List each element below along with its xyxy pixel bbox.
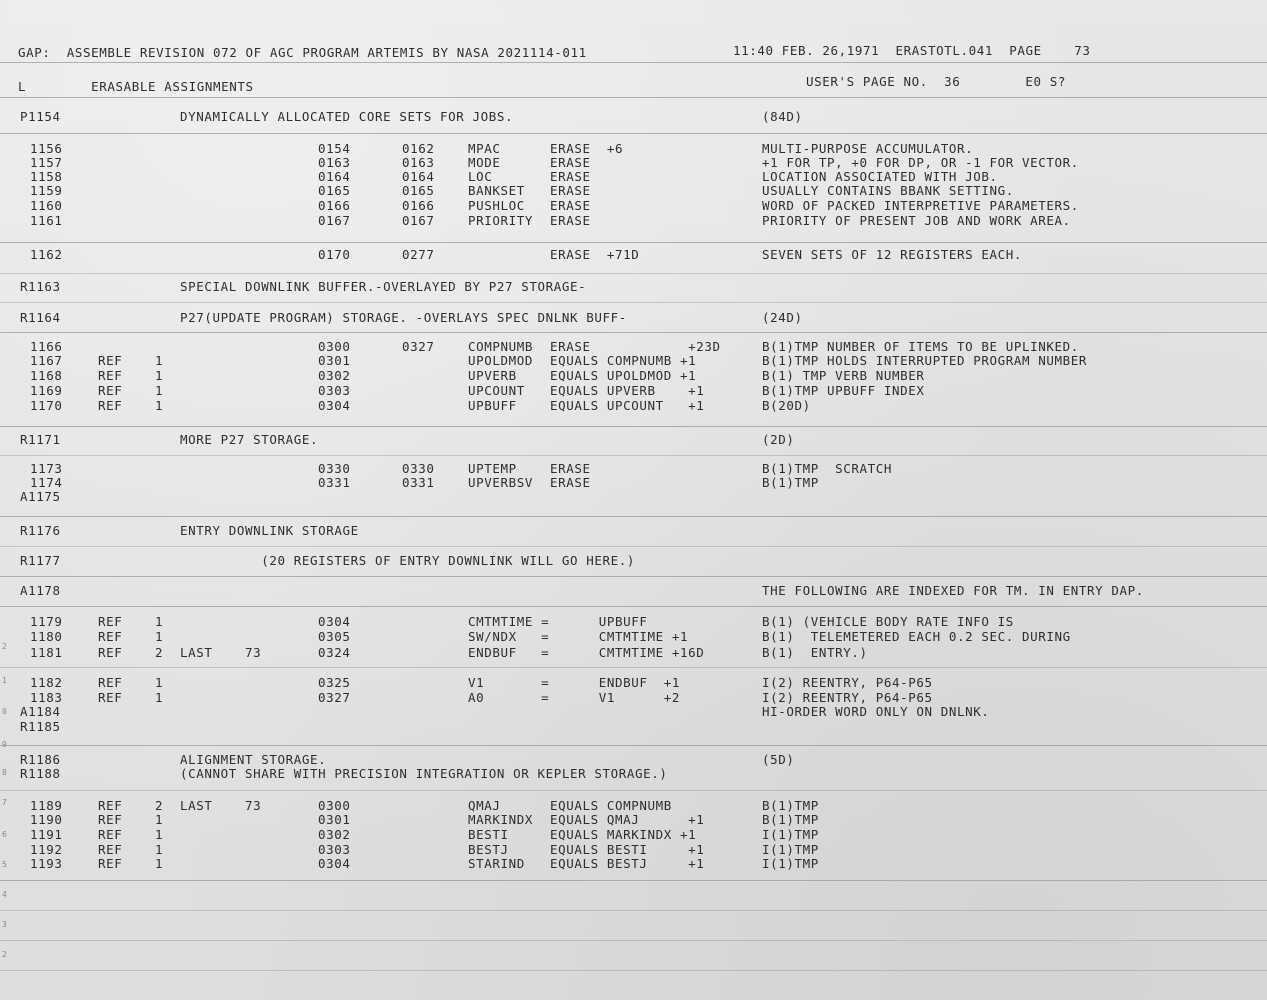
address-end: 0327 bbox=[402, 339, 435, 354]
line-number: 1159 bbox=[30, 183, 63, 198]
address-start: 0166 bbox=[318, 198, 351, 213]
symbol-name: PUSHLOC bbox=[468, 198, 525, 213]
margin-mark: 4 bbox=[2, 890, 8, 899]
address-start: 0164 bbox=[318, 169, 351, 184]
ruled-line bbox=[0, 940, 1267, 941]
address-end: 0165 bbox=[402, 183, 435, 198]
ref-flag: REF bbox=[98, 856, 123, 871]
ref-count: 2 bbox=[155, 798, 164, 813]
remarks: B(1) TMP VERB NUMBER bbox=[762, 368, 925, 383]
ref-flag: REF bbox=[98, 353, 123, 368]
comment-text: LAST 73 bbox=[180, 798, 262, 813]
address-end: 0330 bbox=[402, 461, 435, 476]
line-number: 1157 bbox=[30, 155, 63, 170]
address-start: 0304 bbox=[318, 614, 351, 629]
remarks: HI-ORDER WORD ONLY ON DNLNK. bbox=[762, 704, 990, 719]
ref-flag: REF bbox=[98, 842, 123, 857]
ruled-line bbox=[0, 546, 1267, 547]
symbol-name: UPVERB bbox=[468, 368, 517, 383]
operation: ERASE +23D bbox=[550, 339, 721, 354]
remarks: MULTI-PURPOSE ACCUMULATOR. bbox=[762, 141, 974, 156]
symbol-name: COMPNUMB bbox=[468, 339, 534, 354]
margin-mark: 7 bbox=[2, 798, 8, 807]
ruled-line bbox=[0, 62, 1267, 63]
comment-text: P27(UPDATE PROGRAM) STORAGE. -OVERLAYS SPEC DNLNK BUFF- bbox=[180, 310, 627, 325]
symbol-name: UPVERBSV bbox=[468, 475, 534, 490]
address-end: 0167 bbox=[402, 213, 435, 228]
ruled-line bbox=[0, 516, 1267, 517]
margin-mark: 2 bbox=[2, 642, 8, 651]
remarks: B(1)TMP SCRATCH bbox=[762, 461, 893, 476]
line-number: R1163 bbox=[20, 279, 61, 294]
margin-mark: 6 bbox=[2, 830, 8, 839]
line-number: 1161 bbox=[30, 213, 63, 228]
operation: ERASE +6 bbox=[550, 141, 624, 156]
line-number: 1179 bbox=[30, 614, 63, 629]
ruled-line bbox=[0, 576, 1267, 577]
operation: ERASE bbox=[550, 213, 591, 228]
symbol-name: UPBUFF bbox=[468, 398, 517, 413]
address-start: 0331 bbox=[318, 475, 351, 490]
line-number: 1167 bbox=[30, 353, 63, 368]
operation: EQUALS BESTI +1 bbox=[550, 842, 705, 857]
remarks: (84D) bbox=[762, 109, 803, 124]
remarks: B(1)TMP bbox=[762, 475, 819, 490]
address-start: 0163 bbox=[318, 155, 351, 170]
symbol-name: A0 = bbox=[468, 690, 550, 705]
ref-count: 1 bbox=[155, 398, 164, 413]
ref-count: 1 bbox=[155, 353, 164, 368]
line-number: R1188 bbox=[20, 766, 61, 781]
comment-text: ALIGNMENT STORAGE. bbox=[180, 752, 327, 767]
line-number: 1173 bbox=[30, 461, 63, 476]
address-start: 0302 bbox=[318, 827, 351, 842]
remarks: (5D) bbox=[762, 752, 795, 767]
remarks: B(1)TMP bbox=[762, 798, 819, 813]
margin-mark: 8 bbox=[2, 768, 8, 777]
remarks: B(1) ENTRY.) bbox=[762, 645, 868, 660]
address-start: 0300 bbox=[318, 798, 351, 813]
line-number: A1175 bbox=[20, 489, 61, 504]
ref-flag: REF bbox=[98, 614, 123, 629]
remarks: SEVEN SETS OF 12 REGISTERS EACH. bbox=[762, 247, 1023, 262]
ruled-line bbox=[0, 606, 1267, 607]
ref-count: 1 bbox=[155, 842, 164, 857]
address-start: 0325 bbox=[318, 675, 351, 690]
symbol-name: V1 = bbox=[468, 675, 550, 690]
address-start: 0303 bbox=[318, 383, 351, 398]
remarks: PRIORITY OF PRESENT JOB AND WORK AREA. bbox=[762, 213, 1071, 228]
line-number: R1164 bbox=[20, 310, 61, 325]
address-start: 0303 bbox=[318, 842, 351, 857]
remarks: B(1) TELEMETERED EACH 0.2 SEC. DURING bbox=[762, 629, 1071, 644]
ruled-line bbox=[0, 97, 1267, 98]
address-start: 0301 bbox=[318, 812, 351, 827]
symbol-name: PRIORITY bbox=[468, 213, 534, 228]
ruled-line bbox=[0, 970, 1267, 971]
operation: ENDBUF +1 bbox=[550, 675, 681, 690]
address-end: 0164 bbox=[402, 169, 435, 184]
margin-mark: 1 bbox=[2, 676, 8, 685]
address-end: 0163 bbox=[402, 155, 435, 170]
symbol-name: ENDBUF = bbox=[468, 645, 550, 660]
remarks: I(2) REENTRY, P64-P65 bbox=[762, 675, 933, 690]
ruled-line bbox=[0, 273, 1267, 274]
line-number: 1191 bbox=[30, 827, 63, 842]
remarks: B(1)TMP UPBUFF INDEX bbox=[762, 383, 925, 398]
line-number: 1166 bbox=[30, 339, 63, 354]
symbol-name: MODE bbox=[468, 155, 501, 170]
address-start: 0170 bbox=[318, 247, 351, 262]
address-start: 0327 bbox=[318, 690, 351, 705]
line-number: R1185 bbox=[20, 719, 61, 734]
line-number: 1168 bbox=[30, 368, 63, 383]
operation: EQUALS UPOLDMOD +1 bbox=[550, 368, 697, 383]
remarks: I(1)TMP bbox=[762, 856, 819, 871]
comment-text: LAST 73 bbox=[180, 645, 262, 660]
ruled-line bbox=[0, 455, 1267, 456]
ref-flag: REF bbox=[98, 690, 123, 705]
remarks: THE FOLLOWING ARE INDEXED FOR TM. IN ENTRY DAP. bbox=[762, 583, 1144, 598]
ref-flag: REF bbox=[98, 827, 123, 842]
comment-text: (20 REGISTERS OF ENTRY DOWNLINK WILL GO HERE.) bbox=[180, 553, 636, 568]
operation: EQUALS UPVERB +1 bbox=[550, 383, 705, 398]
page-header-title: GAP: ASSEMBLE REVISION 072 OF AGC PROGRAM ARTEMIS BY NASA 2021114-011 bbox=[18, 45, 587, 60]
symbol-name: BANKSET bbox=[468, 183, 525, 198]
comment-text: ENTRY DOWNLINK STORAGE bbox=[180, 523, 359, 538]
remarks: (2D) bbox=[762, 432, 795, 447]
address-start: 0302 bbox=[318, 368, 351, 383]
ref-count: 1 bbox=[155, 690, 164, 705]
remarks: B(1)TMP HOLDS INTERRUPTED PROGRAM NUMBER bbox=[762, 353, 1088, 368]
margin-mark: 5 bbox=[2, 860, 8, 869]
user-page-number: USER'S PAGE NO. 36 E0 S? bbox=[806, 74, 1067, 89]
ref-count: 1 bbox=[155, 614, 164, 629]
address-start: 0167 bbox=[318, 213, 351, 228]
line-number: A1178 bbox=[20, 583, 61, 598]
ref-count: 1 bbox=[155, 827, 164, 842]
line-number: P1154 bbox=[20, 109, 61, 124]
operation: ERASE bbox=[550, 461, 591, 476]
comment-text: SPECIAL DOWNLINK BUFFER.-OVERLAYED BY P27 STORAGE- bbox=[180, 279, 587, 294]
address-start: 0305 bbox=[318, 629, 351, 644]
operation: ERASE +71D bbox=[550, 247, 640, 262]
operation: EQUALS COMPNUMB bbox=[550, 798, 672, 813]
symbol-name: UPOLDMOD bbox=[468, 353, 534, 368]
ruled-line bbox=[0, 426, 1267, 427]
line-number: 1169 bbox=[30, 383, 63, 398]
address-start: 0304 bbox=[318, 398, 351, 413]
remarks: +1 FOR TP, +0 FOR DP, OR -1 FOR VECTOR. bbox=[762, 155, 1079, 170]
ref-count: 1 bbox=[155, 383, 164, 398]
margin-mark: 9 bbox=[2, 740, 8, 749]
ruled-line bbox=[0, 880, 1267, 881]
remarks: WORD OF PACKED INTERPRETIVE PARAMETERS. bbox=[762, 198, 1079, 213]
remarks: B(1)TMP bbox=[762, 812, 819, 827]
line-number: 1189 bbox=[30, 798, 63, 813]
operation: CMTMTIME +1 bbox=[550, 629, 689, 644]
operation: UPBUFF bbox=[550, 614, 648, 629]
line-number: R1176 bbox=[20, 523, 61, 538]
comment-text: (CANNOT SHARE WITH PRECISION INTEGRATION OR KEPLER STORAGE.) bbox=[180, 766, 668, 781]
address-start: 0301 bbox=[318, 353, 351, 368]
operation: EQUALS MARKINDX +1 bbox=[550, 827, 697, 842]
ruled-line bbox=[0, 242, 1267, 243]
ref-flag: REF bbox=[98, 629, 123, 644]
operation: ERASE bbox=[550, 183, 591, 198]
ref-flag: REF bbox=[98, 812, 123, 827]
line-number: 1158 bbox=[30, 169, 63, 184]
address-end: 0277 bbox=[402, 247, 435, 262]
operation: ERASE bbox=[550, 475, 591, 490]
operation: V1 +2 bbox=[550, 690, 681, 705]
address-start: 0165 bbox=[318, 183, 351, 198]
ruled-line bbox=[0, 302, 1267, 303]
remarks: B(1) (VEHICLE BODY RATE INFO IS bbox=[762, 614, 1014, 629]
symbol-name: BESTI bbox=[468, 827, 509, 842]
operation: EQUALS COMPNUMB +1 bbox=[550, 353, 697, 368]
line-number: R1186 bbox=[20, 752, 61, 767]
ref-count: 1 bbox=[155, 675, 164, 690]
remarks: I(1)TMP bbox=[762, 842, 819, 857]
symbol-name: UPTEMP bbox=[468, 461, 517, 476]
symbol-name: UPCOUNT bbox=[468, 383, 525, 398]
symbol-name: LOC bbox=[468, 169, 493, 184]
remarks: LOCATION ASSOCIATED WITH JOB. bbox=[762, 169, 998, 184]
remarks: USUALLY CONTAINS BBANK SETTING. bbox=[762, 183, 1014, 198]
ref-count: 1 bbox=[155, 368, 164, 383]
symbol-name: QMAJ bbox=[468, 798, 501, 813]
ref-count: 2 bbox=[155, 645, 164, 660]
line-number: R1171 bbox=[20, 432, 61, 447]
ref-flag: REF bbox=[98, 645, 123, 660]
ruled-line bbox=[0, 745, 1267, 746]
page-header-timestamp: 11:40 FEB. 26,1971 ERASTOTL.041 PAGE 73 bbox=[733, 43, 1091, 58]
ruled-line bbox=[0, 133, 1267, 134]
operation: EQUALS BESTJ +1 bbox=[550, 856, 705, 871]
operation: ERASE bbox=[550, 198, 591, 213]
section-title: L ERASABLE ASSIGNMENTS bbox=[18, 79, 254, 94]
ruled-line bbox=[0, 790, 1267, 791]
remarks: (24D) bbox=[762, 310, 803, 325]
line-number: 1170 bbox=[30, 398, 63, 413]
address-start: 0324 bbox=[318, 645, 351, 660]
remarks: I(2) REENTRY, P64-P65 bbox=[762, 690, 933, 705]
line-number: 1192 bbox=[30, 842, 63, 857]
line-number: 1174 bbox=[30, 475, 63, 490]
ref-flag: REF bbox=[98, 675, 123, 690]
symbol-name: MARKINDX bbox=[468, 812, 534, 827]
address-start: 0304 bbox=[318, 856, 351, 871]
comment-text: MORE P27 STORAGE. bbox=[180, 432, 319, 447]
address-end: 0331 bbox=[402, 475, 435, 490]
line-number: 1182 bbox=[30, 675, 63, 690]
line-number: 1193 bbox=[30, 856, 63, 871]
operation: EQUALS UPCOUNT +1 bbox=[550, 398, 705, 413]
line-number: 1180 bbox=[30, 629, 63, 644]
ref-count: 1 bbox=[155, 856, 164, 871]
operation: ERASE bbox=[550, 155, 591, 170]
line-number: 1160 bbox=[30, 198, 63, 213]
symbol-name: SW/NDX = bbox=[468, 629, 550, 644]
symbol-name: MPAC bbox=[468, 141, 501, 156]
address-start: 0300 bbox=[318, 339, 351, 354]
ref-flag: REF bbox=[98, 383, 123, 398]
ruled-line bbox=[0, 332, 1267, 333]
ref-flag: REF bbox=[98, 368, 123, 383]
operation: EQUALS QMAJ +1 bbox=[550, 812, 705, 827]
margin-mark: 0 bbox=[2, 707, 8, 716]
ruled-line bbox=[0, 667, 1267, 668]
remarks: B(1)TMP NUMBER OF ITEMS TO BE UPLINKED. bbox=[762, 339, 1079, 354]
margin-mark: 2 bbox=[2, 950, 8, 959]
ref-flag: REF bbox=[98, 398, 123, 413]
symbol-name: CMTMTIME = bbox=[468, 614, 550, 629]
address-start: 0330 bbox=[318, 461, 351, 476]
remarks: B(20D) bbox=[762, 398, 811, 413]
line-number: 1190 bbox=[30, 812, 63, 827]
line-number: A1184 bbox=[20, 704, 61, 719]
ref-count: 1 bbox=[155, 812, 164, 827]
address-start: 0154 bbox=[318, 141, 351, 156]
ref-count: 1 bbox=[155, 629, 164, 644]
line-number: R1177 bbox=[20, 553, 61, 568]
line-number: 1183 bbox=[30, 690, 63, 705]
remarks: I(1)TMP bbox=[762, 827, 819, 842]
ref-flag: REF bbox=[98, 798, 123, 813]
margin-mark: 3 bbox=[2, 920, 8, 929]
symbol-name: BESTJ bbox=[468, 842, 509, 857]
ruled-line bbox=[0, 910, 1267, 911]
address-end: 0166 bbox=[402, 198, 435, 213]
address-end: 0162 bbox=[402, 141, 435, 156]
operation: CMTMTIME +16D bbox=[550, 645, 705, 660]
comment-text: DYNAMICALLY ALLOCATED CORE SETS FOR JOBS. bbox=[180, 109, 514, 124]
line-number: 1162 bbox=[30, 247, 63, 262]
line-number: 1156 bbox=[30, 141, 63, 156]
symbol-name: STARIND bbox=[468, 856, 525, 871]
line-number: 1181 bbox=[30, 645, 63, 660]
operation: ERASE bbox=[550, 169, 591, 184]
